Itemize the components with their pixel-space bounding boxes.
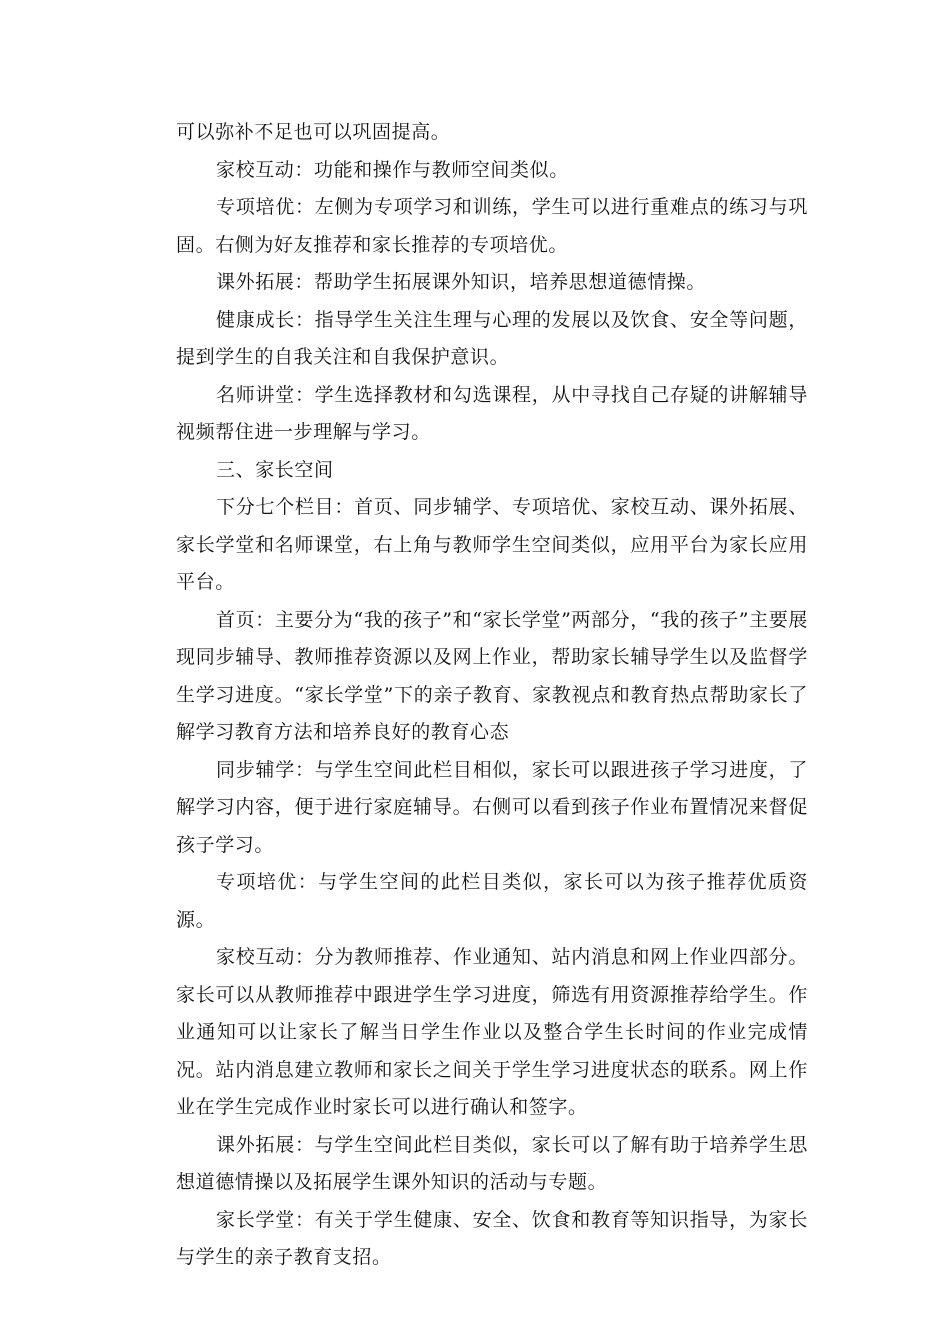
paragraph-parent-special-training: 专项培优：与学生空间的此栏目类似，家长可以为孩子推荐优质资源。 <box>176 871 808 931</box>
paragraph-parent-extracurricular: 课外拓展：与学生空间此栏目类似，家长可以了解有助于培养学生思想道德情操以及拓展学生课外知识的活动与专题。 <box>176 1133 808 1193</box>
paragraph-parent-homepage: 首页：主要分为“我的孩子”和“家长学堂”两部分，“我的孩子”主要展现同步辅导、教师推荐资源以及网上作业，帮助家长辅导学生以及监督学生学习进度。“家长学堂”下的亲子教育、家教视点和教育热点帮助家长了解学习教育方法和培养良好的教育心态 <box>176 608 808 743</box>
paragraph-special-training: 专项培优：左侧为专项学习和训练，学生可以进行重难点的练习与巩固。右侧为好友推荐和家长推荐的专项培优。 <box>176 196 808 256</box>
document-body <box>176 114 808 1277</box>
paragraph-continuation: 可以弥补不足也可以巩固提高。 <box>176 121 451 143</box>
section-heading-parent-space: 三、家长空间 <box>216 458 334 481</box>
paragraph-parent-columns: 下分七个栏目：首页、同步辅学、专项培优、家校互动、课外拓展、家长学堂和名师课堂，右上角与教师学生空间类似，应用平台为家长应用平台。 <box>176 496 808 593</box>
paragraph-home-school-interaction: 家校互动：功能和操作与教师空间类似。 <box>216 158 569 181</box>
paragraph-healthy-growth: 健康成长：指导学生关注生理与心理的发展以及饮食、安全等问题，提到学生的自我关注和自我保护意识。 <box>176 308 808 368</box>
paragraph-extracurricular: 课外拓展：帮助学生拓展课外知识，培养思想道德情操。 <box>216 271 707 293</box>
paragraph-parent-sync-tutoring: 同步辅学：与学生空间此栏目相似，家长可以跟进孩子学习进度，了解学习内容，便于进行家庭辅导。右侧可以看到孩子作业布置情况来督促孩子学习。 <box>176 758 808 856</box>
paragraph-parent-home-school: 家校互动：分为教师推荐、作业通知、站内消息和网上作业四部分。家长可以从教师推荐中跟进学生学习进度，筛选有用资源推荐给学生。作业通知可以让家长了解当日学生作业以及整合学生长时间的作业完成情况。站内消息建立教师和家长之间关于学生学习进度状态的联系。网上作业在学生完成作业时家长可以进行确认和签字。 <box>176 946 808 1118</box>
paragraph-famous-teacher: 名师讲堂：学生选择教材和勾选课程，从中寻找自己存疑的讲解辅导视频帮住进一步理解与学习。 <box>176 383 808 443</box>
paragraph-parent-school: 家长学堂：有关于学生健康、安全、饮食和教育等知识指导，为家长与学生的亲子教育支招。 <box>176 1208 808 1268</box>
